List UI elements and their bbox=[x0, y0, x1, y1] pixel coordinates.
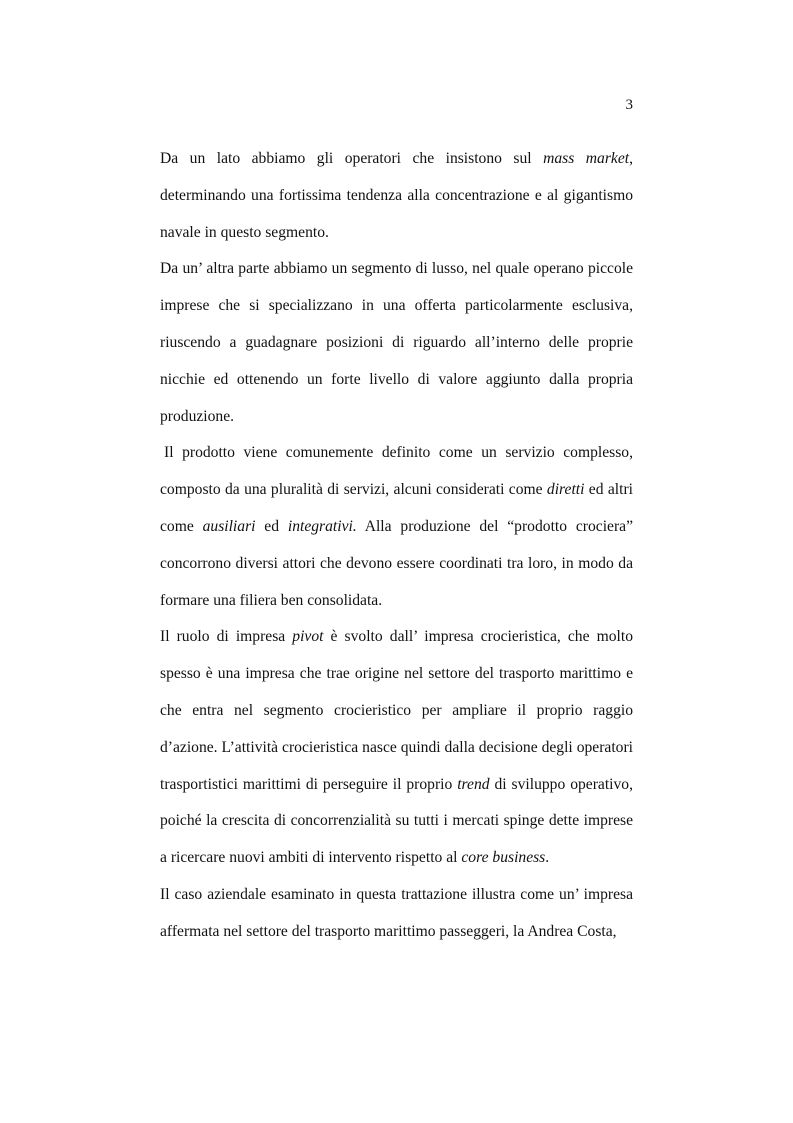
p4-emphasis-core-business: core business bbox=[461, 849, 546, 867]
p1-emphasis-mass-market: mass market bbox=[543, 150, 630, 167]
p1-text-a: Da un lato abbiamo gli operatori che insistono sul bbox=[160, 150, 544, 167]
p4-text-a: Il ruolo di impresa bbox=[160, 628, 293, 646]
p4-text-c: è svolto dall’ impresa crocieristica, che molto spesso è una impresa che trae origine nel settore del trasporto marittimo e che entra nel segmento crocieristico per ampliare il proprio raggio d’azione. L’attività crocieristica nasce quindi dalla decisione degli operatori trasportistici marittimi di perseguire il proprio bbox=[160, 628, 633, 793]
p3-text-g: Alla produzione del “prodotto crociera” concorrono diversi attori che devono essere coordinati tra loro, in modo da formare una filiera ben consolidata. bbox=[160, 517, 633, 609]
p3-emphasis-ausiliari: ausiliari bbox=[202, 517, 256, 535]
p3-emphasis-diretti: diretti bbox=[546, 481, 585, 499]
p3-text-e: ed bbox=[255, 517, 288, 535]
p4-text-g: . bbox=[545, 849, 550, 867]
p4-emphasis-pivot: pivot bbox=[292, 628, 324, 646]
p3-text-a: Il prodotto viene comunemente definito come un servizio complesso, composto da una pluralità di servizi, alcuni considerati come bbox=[160, 444, 633, 499]
p4-emphasis-trend: trend bbox=[457, 775, 490, 793]
paragraph-1 bbox=[160, 141, 633, 251]
p4-text-e: di sviluppo operativo, poiché la crescita di concorrenzialità su tutti i mercati spinge dette imprese a ricercare nuovi ambiti di intervento rispetto al bbox=[160, 775, 633, 867]
p1-text-c: , determinando una fortissima tendenza alla concentrazione e al gigantismo navale in questo segmento. bbox=[160, 150, 633, 241]
paragraph-4 bbox=[160, 619, 633, 877]
paragraph-5: Il caso aziendale esaminato in questa trattazione illustra come un’ impresa affermata nel settore del trasporto marittimo passeggeri, la Andrea Costa, bbox=[160, 885, 633, 940]
paragraph-3 bbox=[160, 435, 633, 619]
p3-text-c: ed altri come bbox=[160, 481, 633, 535]
body-text bbox=[160, 141, 633, 951]
p3-emphasis-integrativi: integrativi. bbox=[287, 517, 357, 535]
paragraph-2: Da un’ altra parte abbiamo un segmento di lusso, nel quale operano piccole imprese che si specializzano in una offerta particolarmente esclusiva, riuscendo a guadagnare posizioni di riguardo all’interno delle proprie nicchie ed ottenendo un forte livello di valore aggiunto dalla propria produzione. bbox=[160, 260, 633, 425]
page-number: 3 bbox=[625, 97, 633, 113]
